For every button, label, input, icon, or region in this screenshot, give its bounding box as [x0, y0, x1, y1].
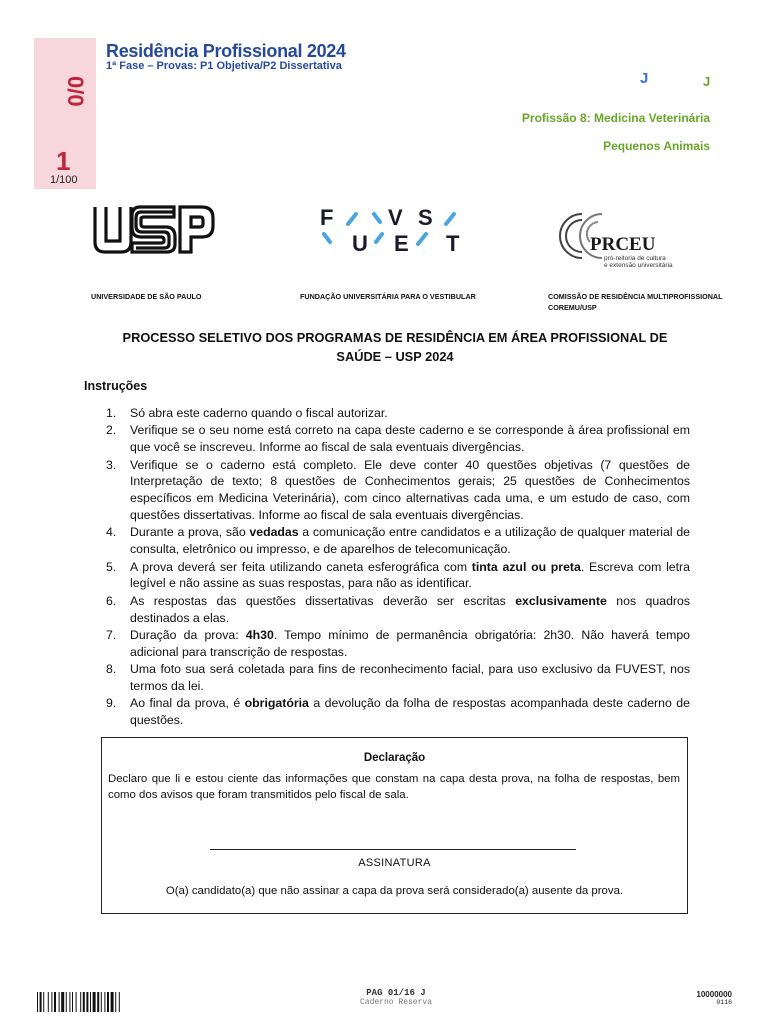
- selection-process-title-line-2: SAÚDE – USP 2024: [336, 349, 454, 364]
- profession-label: Profissão 8: Medicina Veterinária: [521, 111, 710, 125]
- barcode-bar: [104, 992, 105, 1012]
- barcode-bar: [76, 992, 77, 1012]
- barcode-bar: [86, 992, 88, 1012]
- instruction-emphasis: 4h30: [245, 627, 274, 642]
- fuvest-letter-t: T: [446, 231, 460, 254]
- instruction-number: 8.: [106, 662, 117, 677]
- barcode-bar: [111, 992, 114, 1012]
- barcode-bar: [83, 992, 85, 1012]
- instruction-emphasis: obrigatória: [244, 696, 309, 711]
- fuvest-letter-u: U: [352, 231, 368, 254]
- booklet-number: 1: [56, 146, 71, 176]
- declaration-note: O(a) candidato(a) que não assinar a capa da prova será considerado(a) ausente da prova.: [165, 885, 624, 897]
- fuvest-logo: [318, 206, 464, 254]
- area-label: Pequenos Animais: [603, 139, 710, 153]
- booklet-version: 0/0: [63, 76, 88, 107]
- instruction-item: [106, 695, 690, 729]
- fuvest-letter-e: E: [394, 231, 409, 254]
- instruction-text: . Tempo mínimo de permanência obrigatória: 2h30. Não haverá tempo adicional para transcrição de respostas.: [130, 627, 690, 659]
- booklet-fraction: 1/100: [50, 174, 78, 186]
- instruction-number: 7.: [106, 627, 117, 642]
- usp-caption: UNIVERSIDADE DE SÃO PAULO: [91, 292, 202, 301]
- instruction-number: 1.: [106, 406, 117, 420]
- instruction-text: Uma foto sua será coletada para fins de reconhecimento facial, para uso exclusivo da FUVEST, nos termos da lei.: [130, 662, 690, 693]
- instruction-number: 3.: [106, 457, 117, 472]
- signature-line[interactable]: [210, 849, 576, 850]
- coremu-caption-line-2: COREMU/USP: [548, 303, 597, 312]
- instruction-text: Ao final da prova, é: [130, 696, 245, 711]
- instruction-item: [106, 661, 690, 695]
- prceu-tagline-2: e extensão universitária: [604, 262, 673, 268]
- declaration-text: Declaro que li e estou ciente das informações que constam na capa desta prova, na folha de respostas, bem como dos avisos que foram transmitidos pelo fiscal de sala.: [108, 773, 680, 801]
- barcode-bar: [97, 992, 99, 1012]
- instruction-emphasis: exclusivamente: [515, 593, 607, 608]
- instructions-heading: Instruções: [84, 379, 148, 393]
- instruction-item: [106, 422, 690, 456]
- instruction-number: 6.: [106, 593, 117, 608]
- instruction-text: a comunicação entre candidatos e a utilização de qualquer material de consulta, eletrônico ou impresso, e de aparelhos de telecomunicação.: [130, 525, 690, 557]
- declaration-heading: Declaração: [363, 752, 426, 764]
- booklet-subcode: 0116: [716, 999, 732, 1006]
- instruction-text: Durante a prova, são: [130, 525, 250, 540]
- barcode-bar: [80, 992, 81, 1012]
- barcode-bar: [90, 992, 91, 1012]
- instruction-text: Duração da prova:: [130, 627, 246, 642]
- instruction-text: a devolução da folha de respostas acompanhada deste caderno de questões.: [130, 696, 690, 728]
- instructions-list: [106, 405, 690, 729]
- fuvest-letter-s: S: [418, 206, 433, 230]
- instruction-text: As respostas das questões dissertativas deverão ser escritas: [130, 593, 516, 608]
- instruction-item: [106, 593, 690, 627]
- fuvest-letter-v: V: [388, 206, 403, 230]
- barcode-bar: [48, 992, 49, 1012]
- instruction-emphasis: tinta azul ou preta: [471, 559, 581, 574]
- signature-label: ASSINATURA: [358, 857, 431, 869]
- instruction-text: Verifique se o seu nome está correto na capa deste caderno e se corresponde à área profissional em que você se inscreveu. Informe ao fiscal de sala eventuais divergências.: [130, 423, 690, 455]
- instruction-text: Só abra este caderno quando o fiscal autorizar.: [130, 406, 388, 420]
- instruction-item: [106, 524, 690, 558]
- barcode-bar: [93, 992, 96, 1012]
- coremu-caption: [548, 291, 738, 313]
- barcode-bar: [59, 992, 60, 1012]
- barcode-bar: [61, 992, 64, 1012]
- prceu-word: PRCEU: [590, 234, 656, 255]
- usp-logo: [92, 204, 216, 256]
- prceu-tagline-1: pró-reitoria de cultura: [604, 255, 666, 262]
- exam-title: Residência Profissional 2024: [106, 41, 346, 61]
- barcode-bar: [43, 992, 44, 1012]
- page-number: PAG 01/16 J: [366, 988, 426, 998]
- instruction-emphasis: vedadas: [249, 525, 299, 540]
- instruction-item: [106, 405, 690, 422]
- barcode-bar: [72, 992, 73, 1012]
- instruction-item: [106, 627, 690, 661]
- barcode-bar: [107, 992, 109, 1012]
- barcode-bar: [54, 992, 56, 1012]
- barcode: [37, 992, 147, 1012]
- version-mark-green: J: [703, 74, 711, 89]
- barcode-bar: [66, 992, 67, 1012]
- exam-subtitle: 1ª Fase – Provas: P1 Objetiva/P2 Dissertativa: [106, 60, 342, 72]
- instruction-item: [106, 457, 690, 524]
- barcode-bar: [37, 992, 38, 1012]
- selection-process-title-line-1: PROCESSO SELETIVO DOS PROGRAMAS DE RESIDÊNCIA EM ÁREA PROFISSIONAL DE: [122, 330, 668, 345]
- fuvest-caption: FUNDAÇÃO UNIVERSITÁRIA PARA O VESTIBULAR: [300, 292, 476, 301]
- barcode-bar: [69, 992, 70, 1012]
- selection-process-title: [90, 328, 700, 366]
- instruction-text: Verifique se o caderno está completo. Ele deve conter 40 questões objetivas (7 questões de Interpretação de texto; 8 questões de Conhecimentos gerais; 25 questões de Conhecimentos específicos em Medicina Veterinária), com cinco alternativas cada uma, e um estudo de caso, com questões dissertativas. Informe ao fiscal de sala eventuais divergências.: [130, 457, 690, 522]
- instruction-text: nos quadros destinados a elas.: [130, 593, 690, 625]
- instruction-number: 4.: [106, 525, 117, 540]
- instruction-number: 9.: [106, 696, 117, 711]
- booklet-code: 10000000: [696, 990, 732, 999]
- barcode-bar: [51, 992, 52, 1012]
- instruction-number: 2.: [106, 423, 117, 438]
- instruction-number: 5.: [106, 559, 117, 574]
- instruction-text: A prova deverá ser feita utilizando caneta esferográfica com: [130, 559, 472, 574]
- instruction-item: [106, 559, 690, 593]
- coremu-caption-line-1: COMISSÃO DE RESIDÊNCIA MULTIPROFISSIONAL: [548, 292, 723, 301]
- barcode-bar: [115, 992, 116, 1012]
- fuvest-letter-f: F: [320, 206, 334, 230]
- barcode-bar: [40, 992, 42, 1012]
- barcode-bar: [119, 992, 120, 1012]
- prceu-logo: [552, 208, 696, 268]
- instruction-text: . Escreva com letra legível e não assine as suas respostas, para não as identificar.: [130, 559, 690, 591]
- barcode-bar: [101, 992, 102, 1012]
- reserve-label: Caderno Reserva: [359, 998, 432, 1007]
- version-mark-blue: J: [640, 70, 649, 87]
